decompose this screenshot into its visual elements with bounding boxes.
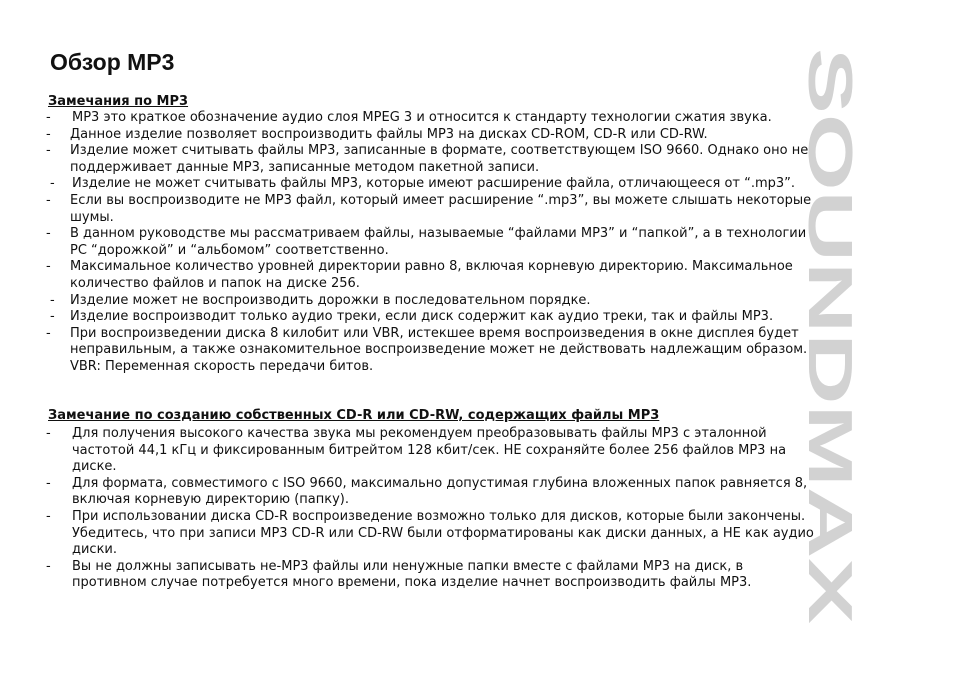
list-dash: - [46,475,51,491]
list-item [44,559,814,592]
list-item-text: Изделие может считывать файлы MP3, записанные в формате, соответствующем ISO 9660. Однако оно не поддерживает данные MP3, записанные методом пакетной записи. [70,143,809,175]
list-item [44,176,814,193]
list-dash: - [50,292,55,308]
list-item-text: В данном руководстве мы рассматриваем файлы, называемые “файлами MP3” и “папкой”, а в технологии PC “дорожкой” и “альбомом” соответственно. [70,226,807,258]
list-dash: - [50,309,55,325]
list-item-text: Максимальное количество уровней директории равно 8, включая корневую директорию. Максимальное количество файлов и папок на диске 256. [70,259,793,291]
list-item-text: Данное изделие позволяет воспроизводить файлы MP3 на дисках CD-ROM, CD-R или CD-RW. [70,126,708,142]
list-dash: - [46,259,51,275]
list-dash: - [46,558,51,574]
soundmax-brand-logo [795,48,902,624]
section-mp3-notes-heading: Замечания по MP3 [48,94,189,109]
list-item [44,326,814,376]
list-item [44,110,814,127]
list-item-text: При воспроизведении диска 8 килобит или VBR, истекшее время воспроизведения в окне дисплея будет неправильным, а также ознакомительное воспроизведение может не действовать надлежащим образом. VBR: Переменная скорость передачи битов. [70,325,808,374]
list-item [44,509,814,559]
list-item [44,476,814,509]
list-item-text: Для формата, совместимого с ISO 9660, максимально допустимая глубина вложенных папок равняется 8, включая корневую директорию (папку). [72,475,808,508]
brand-logo-text: SOUNDMAX [795,48,864,410]
brand-logo-svg [795,48,902,624]
list-item-text: Изделие воспроизводит только аудио треки, если диск содержит как аудио треки, так и файлы MP3. [70,309,774,325]
list-item-text: Если вы воспроизводите не MP3 файл, который имеет расширение “.mp3”, вы можете слышать некоторые шумы. [70,192,812,225]
list-dash: - [46,126,51,142]
list-item [44,193,814,226]
list-item-text: Изделие не может считывать файлы MP3, которые имеют расширение файла, отличающееся от “.mp3”. [72,176,796,192]
list-item-text: Вы не должны записывать не-MP3 файлы или ненужные папки вместе с файлами MP3 на диск, в противном случае потребуется много времени, пока изделие начнет воспроизводить файлы MP3. [72,558,752,591]
mp3-notes-list [44,110,814,376]
list-item [44,127,814,144]
list-item-text: Изделие может не воспроизводить дорожки в последовательном порядке. [70,292,591,308]
list-item [44,259,814,292]
list-item [44,426,814,476]
list-dash: - [46,325,51,341]
list-dash: - [46,192,51,208]
list-item-text: Для получения высокого качества звука мы рекомендуем преобразовывать файлы MP3 с эталонной частотой 44,1 кГц и фиксированным битрейтом 128 кбит/сек. НЕ сохраняйте более 256 файлов MP3 на диске. [72,426,787,475]
list-item [44,143,814,176]
list-item [44,226,814,259]
cd-creation-notes-list [44,426,814,592]
list-dash: - [46,426,51,441]
list-item [44,293,814,310]
section-cd-creation-heading: Замечание по созданию собственных CD-R или CD-RW, содержащих файлы MP3 [48,408,660,423]
list-dash: - [46,226,51,242]
page-title: Обзор MP3 [50,49,175,75]
list-item-text: При использовании диска CD-R воспроизведение возможно только для дисков, которые были закончены. Убедитесь, что при записи MP3 CD-R или CD-RW были отформатированы как диски данных, а НЕ как аудио диски. [72,508,814,558]
list-dash: - [46,508,51,524]
list-item [44,309,814,326]
list-item-text: MP3 это краткое обозначение аудио слоя MPEG 3 и относится к стандарту технологии сжатия звука. [72,110,772,125]
list-dash: - [50,176,55,192]
list-dash: - [46,110,51,125]
list-dash: - [46,143,51,159]
